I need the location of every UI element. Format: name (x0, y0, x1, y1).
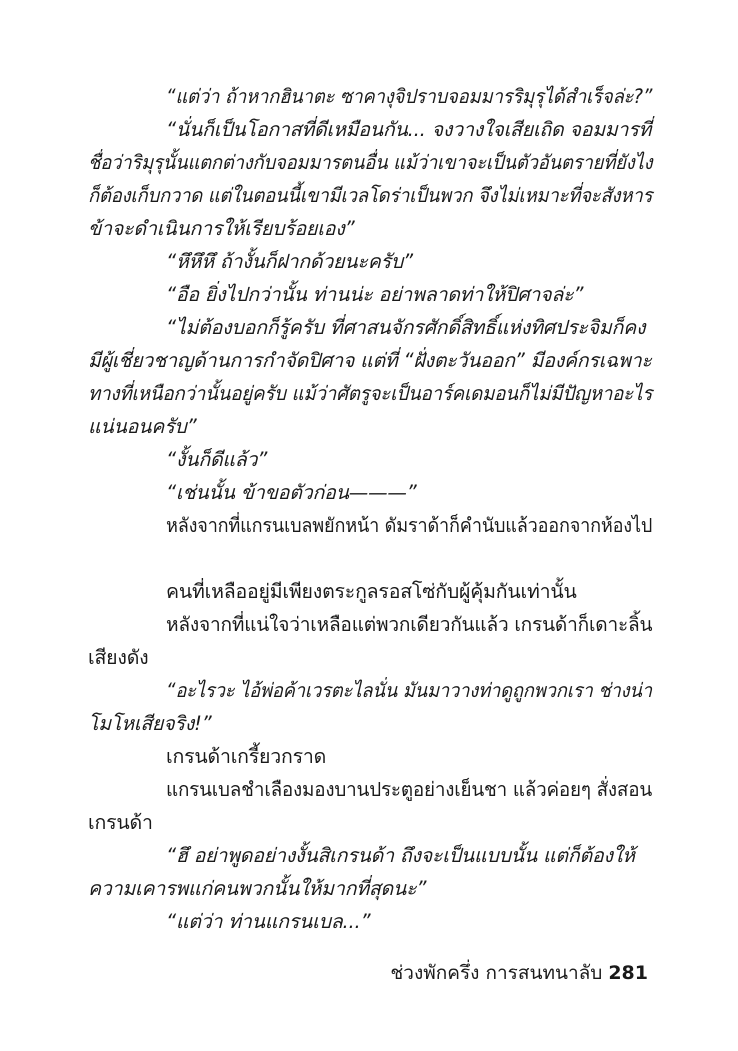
text-line: “อือ ยิ่งไปกว่านั้น ท่านน่ะ อย่าพลาดท่าให้ปิศาจล่ะ” (166, 283, 584, 306)
section-title: ช่วงพักครึ่ง การสนทนาลับ (390, 962, 603, 984)
text-line: เกรนด้า (88, 811, 153, 834)
text-line: ทางที่เหนือกว่านั้นอยู่ครับ แม้ว่าศัตรูจะเป็นอาร์คเดมอนก็ไม่มีปัญหาอะไร (88, 382, 653, 405)
text-line: “แต่ว่า ถ้าหากฮินาตะ ซาคางุจิปราบจอมมารริมุรุได้สำเร็จล่ะ?” (166, 85, 653, 108)
text-line: แกรนเบลชำเลืองมองบานประตูอย่างเย็นชา แล้วค่อยๆ สั่งสอน (166, 778, 653, 801)
text-line: เกรนด้าเกรี้ยวกราด (166, 745, 327, 768)
text-line: ความเคารพแก่คนพวกนั้นให้มากที่สุดนะ” (88, 877, 427, 900)
text-line: เสียงดัง (88, 646, 149, 669)
page-footer (390, 958, 648, 988)
text-line: แน่นอนครับ” (88, 415, 197, 438)
text-line: โมโหเสียจริง!” (88, 712, 212, 735)
text-line: “อะไรวะ ไอ้พ่อค้าเวรตะไลนั่น มันมาวางท่าดูถูกพวกเรา ช่างน่า (166, 679, 652, 702)
text-line: ข้าจะดำเนินการให้เรียบร้อยเอง” (88, 217, 355, 240)
text-line: คนที่เหลืออยู่มีเพียงตระกูลรอสโซ่กับผู้คุ้มกันเท่านั้น (166, 580, 577, 603)
text-line: “เช่นนั้น ข้าขอตัวก่อน———” (166, 481, 417, 504)
text-line: “งั้นก็ดีแล้ว” (166, 448, 268, 471)
text-line: “หึหึหึ ถ้างั้นก็ฝากด้วยนะครับ” (166, 250, 413, 273)
text-line: “นั่นก็เป็นโอกาสที่ดีเหมือนกัน... จงวางใจเสียเถิด จอมมารที่ (166, 118, 652, 141)
text-line: หลังจากที่แกรนเบลพยักหน้า ดัมราด้าก็คำนับแล้วออกจากห้องไป (166, 514, 653, 537)
text-line: ชื่อว่าริมุรุนั้นแตกต่างกับจอมมารตนอื่น แม้ว่าเขาจะเป็นตัวอันตรายที่ยังไง (88, 151, 653, 174)
text-line: หลังจากที่แน่ใจว่าเหลือแต่พวกเดียวกันแล้ว เกรนด้าก็เดาะลิ้น (166, 613, 653, 636)
text-line: มีผู้เชี่ยวชาญด้านการกำจัดปิศาจ แต่ที่ “ฝั่งตะวันออก” มีองค์กรเฉพาะ (88, 349, 652, 372)
text-line: “ฮึ อย่าพูดอย่างงั้นสิเกรนด้า ถึงจะเป็นแบบนั้น แต่ก็ต้องให้ (166, 844, 635, 867)
text-line: “ไม่ต้องบอกก็รู้ครับ ที่ศาสนจักรศักดิ์สิทธิ์แห่งทิศประจิมก็คง (166, 316, 646, 339)
text-line: ก็ต้องเก็บกวาด แต่ในตอนนี้เขามีเวลโดร่าเป็นพวก จึงไม่เหมาะที่จะสังหาร (88, 184, 653, 207)
text-line: “แต่ว่า ท่านแกรนเบล...” (166, 910, 371, 933)
page-number: 281 (608, 962, 648, 984)
